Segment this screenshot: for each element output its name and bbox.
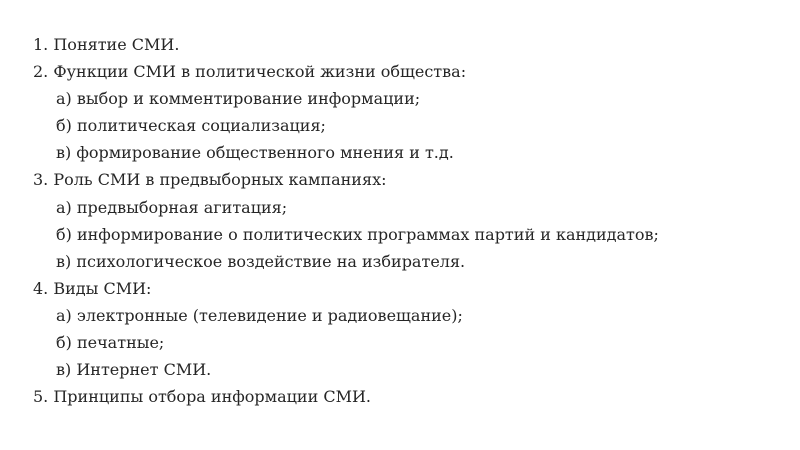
outline-subitem-3a: а) предвыборная агитация; [56,197,288,217]
outline-subitem-2c: в) формирование общественного мнения и т.д. [56,143,454,163]
outline-subitem-2a: а) выбор и комментирование информации; [56,89,421,109]
outline-subitem-4b: б) печатные; [56,333,165,353]
outline-subitem-3b: б) информирование о политических программах партий и кандидатов; [56,224,659,244]
outline-list [33,31,659,410]
outline-item-2: 2. Функции СМИ в политической жизни общества: [33,62,467,82]
outline-subitem-4a: а) электронные (телевидение и радиовещание); [56,305,463,325]
outline-item-3: 3. Роль СМИ в предвыборных кампаниях: [33,170,387,190]
outline-subitem-4c: в) Интернет СМИ. [56,360,212,380]
outline-item-1: 1. Понятие СМИ. [33,35,180,54]
outline-item-5: 5. Принципы отбора информации СМИ. [33,387,372,407]
outline-item-4: 4. Виды СМИ: [33,278,152,298]
outline-subitem-2b: б) политическая социализация; [56,116,326,136]
outline-subitem-3c: в) психологическое воздействие на избирателя. [56,251,466,271]
